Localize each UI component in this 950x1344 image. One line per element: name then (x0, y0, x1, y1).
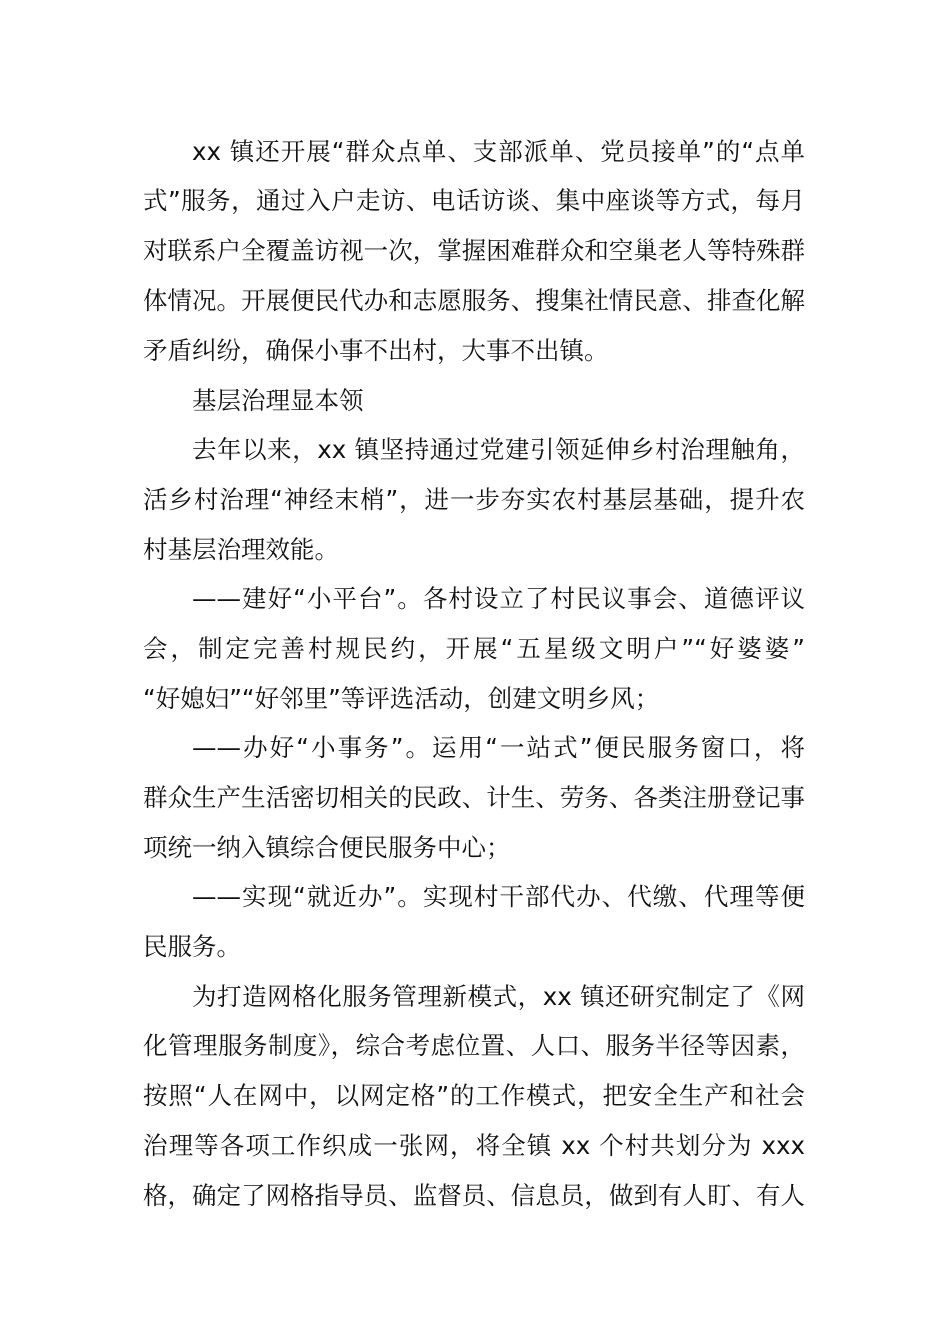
paragraph-line: 格，确定了网格指导员、监督员、信息员，做到有人盯、有人 (143, 1181, 805, 1210)
paragraph-line: ——实现“就近办”。实现村干部代办、代缴、代理等便 (192, 882, 805, 911)
paragraph-line: 活乡村治理“神经末梢”，进一步夯实农村基层基础，提升农 (143, 485, 805, 514)
paragraph-line: “好媳妇”“好邻里”等评选活动，创建文明乡风； (143, 684, 660, 713)
paragraph-line: xx 镇还开展“群众点单、支部派单、党员接单”的“点单 (192, 137, 805, 166)
paragraph-line: 群众生产生活密切相关的民政、计生、劳务、各类注册登记事 (143, 783, 805, 812)
paragraph-line: 化管理服务制度》，综合考虑位置、人口、服务半径等因素， (143, 1031, 805, 1060)
paragraph-line: 会，制定完善村规民约，开展“五星级文明户”“好婆婆” (143, 634, 805, 663)
paragraph-line: 治理等各项工作织成一张网，将全镇 xx 个村共划分为 xxx (143, 1131, 805, 1160)
paragraph-line: ——建好“小平台”。各村设立了村民议事会、道德评议 (192, 584, 805, 613)
paragraph-line: 民服务。 (143, 932, 241, 961)
paragraph-line: ——办好“小事务”。运用“一站式”便民服务窗口，将 (192, 733, 805, 762)
paragraph-line: 按照“人在网中，以网定格”的工作模式，把安全生产和社会 (143, 1081, 805, 1110)
paragraph-line: 体情况。开展便民代办和志愿服务、搜集社情民意、排查化解 (143, 286, 805, 315)
section-heading: 基层治理显本领 (192, 386, 364, 415)
paragraph-line: 对联系户全覆盖访视一次，掌握困难群众和空巢老人等特殊群 (143, 236, 805, 265)
paragraph-line: 项统一纳入镇综合便民服务中心； (143, 833, 511, 862)
paragraph-line: 式”服务，通过入户走访、电话访谈、集中座谈等方式，每月 (143, 186, 805, 215)
paragraph-line: 去年以来，xx 镇坚持通过党建引领延伸乡村治理触角， (192, 435, 805, 464)
paragraph-line: 村基层治理效能。 (143, 535, 339, 564)
paragraph-line: 矛盾纠纷，确保小事不出村，大事不出镇。 (143, 336, 609, 365)
paragraph-line: 为打造网格化服务管理新模式，xx 镇还研究制定了《网 (192, 982, 805, 1011)
